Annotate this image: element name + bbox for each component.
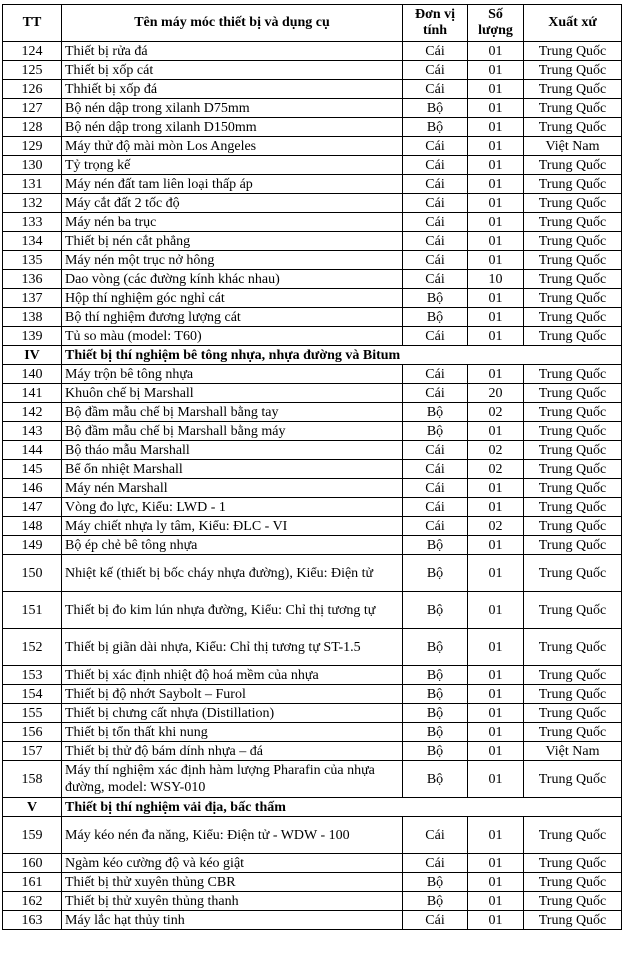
unit-cell: Bộ bbox=[403, 685, 468, 704]
origin-cell: Trung Quốc bbox=[524, 42, 622, 61]
quantity-cell: 01 bbox=[468, 118, 524, 137]
origin-cell: Trung Quốc bbox=[524, 723, 622, 742]
table-row bbox=[3, 817, 622, 854]
unit-cell: Bộ bbox=[403, 536, 468, 555]
table-row bbox=[3, 289, 622, 308]
table-row bbox=[3, 629, 622, 666]
quantity-cell: 02 bbox=[468, 517, 524, 536]
equipment-name: Máy nén đất tam liên loại thấp áp bbox=[62, 175, 403, 194]
quantity-cell: 01 bbox=[468, 555, 524, 592]
table-row bbox=[3, 761, 622, 798]
table-row bbox=[3, 441, 622, 460]
origin-cell: Trung Quốc bbox=[524, 308, 622, 327]
table-row bbox=[3, 892, 622, 911]
equipment-name: Ngàm kéo cường độ và kéo giật bbox=[62, 854, 403, 873]
equipment-name: Thiết bị độ nhớt Saybolt – Furol bbox=[62, 685, 403, 704]
origin-cell: Trung Quốc bbox=[524, 873, 622, 892]
origin-cell: Trung Quốc bbox=[524, 555, 622, 592]
row-number: 159 bbox=[3, 817, 62, 854]
unit-cell: Bộ bbox=[403, 592, 468, 629]
quantity-cell: 01 bbox=[468, 479, 524, 498]
table-row bbox=[3, 479, 622, 498]
quantity-cell: 01 bbox=[468, 213, 524, 232]
unit-cell: Cái bbox=[403, 80, 468, 99]
equipment-name: Khuôn chế bị Marshall bbox=[62, 384, 403, 403]
unit-cell: Bộ bbox=[403, 742, 468, 761]
table-row bbox=[3, 80, 622, 99]
unit-cell: Bộ bbox=[403, 629, 468, 666]
origin-cell: Trung Quốc bbox=[524, 156, 622, 175]
unit-cell: Bộ bbox=[403, 422, 468, 441]
quantity-cell: 01 bbox=[468, 365, 524, 384]
quantity-cell: 01 bbox=[468, 536, 524, 555]
origin-cell: Trung Quốc bbox=[524, 911, 622, 930]
table-row bbox=[3, 666, 622, 685]
section-title: Thiết bị thí nghiệm bê tông nhựa, nhựa đường và Bitum bbox=[62, 346, 622, 365]
quantity-cell: 01 bbox=[468, 629, 524, 666]
row-number: 152 bbox=[3, 629, 62, 666]
unit-cell: Cái bbox=[403, 460, 468, 479]
equipment-name: Bộ tháo mẫu Marshall bbox=[62, 441, 403, 460]
origin-cell: Trung Quốc bbox=[524, 536, 622, 555]
equipment-name: Tủ so màu (model: T60) bbox=[62, 327, 403, 346]
table-row bbox=[3, 251, 622, 270]
quantity-cell: 01 bbox=[468, 892, 524, 911]
equipment-name: Bộ đầm mẫu chế bị Marshall bằng tay bbox=[62, 403, 403, 422]
row-number: 125 bbox=[3, 61, 62, 80]
unit-cell: Cái bbox=[403, 270, 468, 289]
table-row bbox=[3, 327, 622, 346]
equipment-name: Thiết bị giãn dài nhựa, Kiểu: Chỉ thị tương tự ST-1.5 bbox=[62, 629, 403, 666]
table-header-row bbox=[3, 5, 622, 42]
quantity-cell: 01 bbox=[468, 308, 524, 327]
table-row bbox=[3, 498, 622, 517]
equipment-name: Vòng đo lực, Kiểu: LWD - 1 bbox=[62, 498, 403, 517]
origin-cell: Trung Quốc bbox=[524, 592, 622, 629]
quantity-cell: 10 bbox=[468, 270, 524, 289]
row-number: 146 bbox=[3, 479, 62, 498]
unit-cell: Bộ bbox=[403, 118, 468, 137]
quantity-cell: 01 bbox=[468, 80, 524, 99]
quantity-cell: 01 bbox=[468, 723, 524, 742]
table-row bbox=[3, 61, 622, 80]
unit-cell: Cái bbox=[403, 911, 468, 930]
row-number: 156 bbox=[3, 723, 62, 742]
row-number: 139 bbox=[3, 327, 62, 346]
unit-cell: Cái bbox=[403, 232, 468, 251]
origin-cell: Trung Quốc bbox=[524, 498, 622, 517]
row-number: 140 bbox=[3, 365, 62, 384]
table-row bbox=[3, 592, 622, 629]
origin-cell: Trung Quốc bbox=[524, 270, 622, 289]
origin-cell: Trung Quốc bbox=[524, 213, 622, 232]
table-row bbox=[3, 308, 622, 327]
row-number: 155 bbox=[3, 704, 62, 723]
origin-cell: Trung Quốc bbox=[524, 99, 622, 118]
row-number: 128 bbox=[3, 118, 62, 137]
origin-cell: Trung Quốc bbox=[524, 666, 622, 685]
equipment-name: Máy nén ba trục bbox=[62, 213, 403, 232]
origin-cell: Trung Quốc bbox=[524, 422, 622, 441]
table-row bbox=[3, 403, 622, 422]
quantity-cell: 01 bbox=[468, 175, 524, 194]
origin-cell: Trung Quốc bbox=[524, 854, 622, 873]
unit-cell: Cái bbox=[403, 175, 468, 194]
equipment-name: Thiết bị thử độ bám dính nhựa – đá bbox=[62, 742, 403, 761]
quantity-cell: 01 bbox=[468, 761, 524, 798]
origin-cell: Trung Quốc bbox=[524, 892, 622, 911]
table-row bbox=[3, 99, 622, 118]
table-row bbox=[3, 137, 622, 156]
table-row bbox=[3, 704, 622, 723]
quantity-cell: 01 bbox=[468, 289, 524, 308]
table-row bbox=[3, 213, 622, 232]
quantity-cell: 01 bbox=[468, 704, 524, 723]
equipment-name: Máy thí nghiệm xác định hàm lượng Pharafin của nhựa đường, model: WSY-010 bbox=[62, 761, 403, 798]
row-number: 143 bbox=[3, 422, 62, 441]
row-number: 154 bbox=[3, 685, 62, 704]
origin-cell: Trung Quốc bbox=[524, 479, 622, 498]
section-title: Thiết bị thí nghiệm vải địa, bấc thấm bbox=[62, 798, 622, 817]
row-number: 130 bbox=[3, 156, 62, 175]
origin-cell: Trung Quốc bbox=[524, 685, 622, 704]
quantity-cell: 01 bbox=[468, 666, 524, 685]
section-number: IV bbox=[3, 346, 62, 365]
quantity-cell: 02 bbox=[468, 441, 524, 460]
table-row bbox=[3, 742, 622, 761]
quantity-cell: 01 bbox=[468, 422, 524, 441]
quantity-cell: 01 bbox=[468, 61, 524, 80]
header-origin: Xuất xứ bbox=[524, 5, 622, 42]
origin-cell: Trung Quốc bbox=[524, 289, 622, 308]
equipment-name: Dao vòng (các đường kính khác nhau) bbox=[62, 270, 403, 289]
origin-cell: Trung Quốc bbox=[524, 327, 622, 346]
origin-cell: Trung Quốc bbox=[524, 629, 622, 666]
table-row bbox=[3, 517, 622, 536]
quantity-cell: 01 bbox=[468, 99, 524, 118]
equipment-name: Thhiết bị xốp đá bbox=[62, 80, 403, 99]
header-name: Tên máy móc thiết bị và dụng cụ bbox=[62, 5, 403, 42]
row-number: 135 bbox=[3, 251, 62, 270]
unit-cell: Cái bbox=[403, 194, 468, 213]
origin-cell: Trung Quốc bbox=[524, 460, 622, 479]
row-number: 136 bbox=[3, 270, 62, 289]
equipment-name: Thiết bị thử xuyên thủng thanh bbox=[62, 892, 403, 911]
origin-cell: Trung Quốc bbox=[524, 118, 622, 137]
equipment-name: Thiết bị thử xuyên thủng CBR bbox=[62, 873, 403, 892]
quantity-cell: 01 bbox=[468, 742, 524, 761]
table-row bbox=[3, 232, 622, 251]
equipment-name: Thiết bị chưng cất nhựa (Distillation) bbox=[62, 704, 403, 723]
unit-cell: Cái bbox=[403, 365, 468, 384]
row-number: 144 bbox=[3, 441, 62, 460]
equipment-name: Thiết bị xác định nhiệt độ hoá mềm của nhựa bbox=[62, 666, 403, 685]
unit-cell: Bộ bbox=[403, 704, 468, 723]
row-number: 163 bbox=[3, 911, 62, 930]
row-number: 132 bbox=[3, 194, 62, 213]
table-row bbox=[3, 873, 622, 892]
table-row bbox=[3, 460, 622, 479]
quantity-cell: 01 bbox=[468, 817, 524, 854]
table-row bbox=[3, 365, 622, 384]
header-unit: Đơn vị tính bbox=[403, 5, 468, 42]
quantity-cell: 01 bbox=[468, 194, 524, 213]
row-number: 142 bbox=[3, 403, 62, 422]
origin-cell: Trung Quốc bbox=[524, 517, 622, 536]
origin-cell: Trung Quốc bbox=[524, 232, 622, 251]
equipment-name: Máy nén một trục nở hông bbox=[62, 251, 403, 270]
origin-cell: Trung Quốc bbox=[524, 175, 622, 194]
unit-cell: Cái bbox=[403, 498, 468, 517]
origin-cell: Trung Quốc bbox=[524, 441, 622, 460]
unit-cell: Cái bbox=[403, 213, 468, 232]
unit-cell: Cái bbox=[403, 817, 468, 854]
origin-cell: Trung Quốc bbox=[524, 251, 622, 270]
unit-cell: Cái bbox=[403, 854, 468, 873]
row-number: 134 bbox=[3, 232, 62, 251]
unit-cell: Cái bbox=[403, 137, 468, 156]
equipment-name: Bể ổn nhiệt Marshall bbox=[62, 460, 403, 479]
row-number: 126 bbox=[3, 80, 62, 99]
origin-cell: Trung Quốc bbox=[524, 194, 622, 213]
row-number: 157 bbox=[3, 742, 62, 761]
equipment-name: Hộp thí nghiệm góc nghỉ cát bbox=[62, 289, 403, 308]
equipment-name: Máy lắc hạt thủy tinh bbox=[62, 911, 403, 930]
origin-cell: Trung Quốc bbox=[524, 817, 622, 854]
unit-cell: Cái bbox=[403, 42, 468, 61]
table-body bbox=[3, 42, 622, 930]
row-number: 137 bbox=[3, 289, 62, 308]
origin-cell: Trung Quốc bbox=[524, 384, 622, 403]
equipment-name: Thiết bị xốp cát bbox=[62, 61, 403, 80]
section-number: V bbox=[3, 798, 62, 817]
row-number: 141 bbox=[3, 384, 62, 403]
row-number: 124 bbox=[3, 42, 62, 61]
table-row bbox=[3, 911, 622, 930]
row-number: 153 bbox=[3, 666, 62, 685]
equipment-name: Bộ ép chẻ bê tông nhựa bbox=[62, 536, 403, 555]
quantity-cell: 01 bbox=[468, 251, 524, 270]
row-number: 129 bbox=[3, 137, 62, 156]
unit-cell: Bộ bbox=[403, 873, 468, 892]
equipment-name: Nhiệt kế (thiết bị bốc cháy nhựa đường), Kiểu: Điện tử bbox=[62, 555, 403, 592]
unit-cell: Bộ bbox=[403, 99, 468, 118]
row-number: 145 bbox=[3, 460, 62, 479]
equipment-name: Máy chiết nhựa ly tâm, Kiểu: ĐLC - VI bbox=[62, 517, 403, 536]
origin-cell: Trung Quốc bbox=[524, 80, 622, 99]
equipment-name: Máy kéo nén đa năng, Kiểu: Điện tử - WDW - 100 bbox=[62, 817, 403, 854]
quantity-cell: 01 bbox=[468, 592, 524, 629]
table-row bbox=[3, 118, 622, 137]
origin-cell: Trung Quốc bbox=[524, 704, 622, 723]
table-row bbox=[3, 156, 622, 175]
row-number: 160 bbox=[3, 854, 62, 873]
quantity-cell: 01 bbox=[468, 685, 524, 704]
equipment-name: Bộ đầm mẫu chế bị Marshall bằng máy bbox=[62, 422, 403, 441]
equipment-name: Máy trộn bê tông nhựa bbox=[62, 365, 403, 384]
table-row bbox=[3, 384, 622, 403]
row-number: 149 bbox=[3, 536, 62, 555]
row-number: 133 bbox=[3, 213, 62, 232]
equipment-name: Bộ nén dập trong xilanh D150mm bbox=[62, 118, 403, 137]
table-row bbox=[3, 536, 622, 555]
row-number: 147 bbox=[3, 498, 62, 517]
equipment-name: Tỷ trọng kế bbox=[62, 156, 403, 175]
quantity-cell: 01 bbox=[468, 854, 524, 873]
quantity-cell: 01 bbox=[468, 911, 524, 930]
row-number: 162 bbox=[3, 892, 62, 911]
origin-cell: Việt Nam bbox=[524, 742, 622, 761]
equipment-name: Thiết bị đo kim lún nhựa đường, Kiểu: Chỉ thị tương tự bbox=[62, 592, 403, 629]
unit-cell: Cái bbox=[403, 251, 468, 270]
equipment-name: Bộ nén dập trong xilanh D75mm bbox=[62, 99, 403, 118]
origin-cell: Trung Quốc bbox=[524, 403, 622, 422]
table-row bbox=[3, 194, 622, 213]
header-qty: Số lượng bbox=[468, 5, 524, 42]
origin-cell: Việt Nam bbox=[524, 137, 622, 156]
section-row bbox=[3, 798, 622, 817]
row-number: 161 bbox=[3, 873, 62, 892]
row-number: 148 bbox=[3, 517, 62, 536]
unit-cell: Cái bbox=[403, 384, 468, 403]
quantity-cell: 01 bbox=[468, 327, 524, 346]
origin-cell: Trung Quốc bbox=[524, 761, 622, 798]
quantity-cell: 01 bbox=[468, 156, 524, 175]
unit-cell: Bộ bbox=[403, 403, 468, 422]
unit-cell: Cái bbox=[403, 156, 468, 175]
quantity-cell: 20 bbox=[468, 384, 524, 403]
row-number: 151 bbox=[3, 592, 62, 629]
equipment-name: Thiết bị nén cắt phẳng bbox=[62, 232, 403, 251]
row-number: 138 bbox=[3, 308, 62, 327]
unit-cell: Bộ bbox=[403, 308, 468, 327]
equipment-name: Thiết bị rửa đá bbox=[62, 42, 403, 61]
quantity-cell: 01 bbox=[468, 873, 524, 892]
quantity-cell: 01 bbox=[468, 137, 524, 156]
table-row bbox=[3, 723, 622, 742]
equipment-name: Thiết bị tổn thất khi nung bbox=[62, 723, 403, 742]
unit-cell: Bộ bbox=[403, 892, 468, 911]
table-row bbox=[3, 422, 622, 441]
unit-cell: Bộ bbox=[403, 666, 468, 685]
equipment-name: Máy cắt đất 2 tốc độ bbox=[62, 194, 403, 213]
unit-cell: Bộ bbox=[403, 723, 468, 742]
table-row bbox=[3, 685, 622, 704]
equipment-name: Máy thử độ mài mòn Los Angeles bbox=[62, 137, 403, 156]
unit-cell: Cái bbox=[403, 327, 468, 346]
unit-cell: Cái bbox=[403, 517, 468, 536]
quantity-cell: 02 bbox=[468, 403, 524, 422]
origin-cell: Trung Quốc bbox=[524, 61, 622, 80]
quantity-cell: 01 bbox=[468, 498, 524, 517]
equipment-name: Bộ thí nghiệm đương lượng cát bbox=[62, 308, 403, 327]
row-number: 158 bbox=[3, 761, 62, 798]
unit-cell: Bộ bbox=[403, 289, 468, 308]
table-row bbox=[3, 854, 622, 873]
row-number: 127 bbox=[3, 99, 62, 118]
equipment-table bbox=[2, 4, 622, 930]
row-number: 131 bbox=[3, 175, 62, 194]
quantity-cell: 01 bbox=[468, 232, 524, 251]
unit-cell: Bộ bbox=[403, 555, 468, 592]
unit-cell: Cái bbox=[403, 61, 468, 80]
quantity-cell: 01 bbox=[468, 42, 524, 61]
row-number: 150 bbox=[3, 555, 62, 592]
table-row bbox=[3, 270, 622, 289]
origin-cell: Trung Quốc bbox=[524, 365, 622, 384]
table-row bbox=[3, 555, 622, 592]
unit-cell: Bộ bbox=[403, 761, 468, 798]
table-row bbox=[3, 175, 622, 194]
header-tt: TT bbox=[3, 5, 62, 42]
quantity-cell: 02 bbox=[468, 460, 524, 479]
unit-cell: Cái bbox=[403, 479, 468, 498]
section-row bbox=[3, 346, 622, 365]
equipment-name: Máy nén Marshall bbox=[62, 479, 403, 498]
table-row bbox=[3, 42, 622, 61]
unit-cell: Cái bbox=[403, 441, 468, 460]
